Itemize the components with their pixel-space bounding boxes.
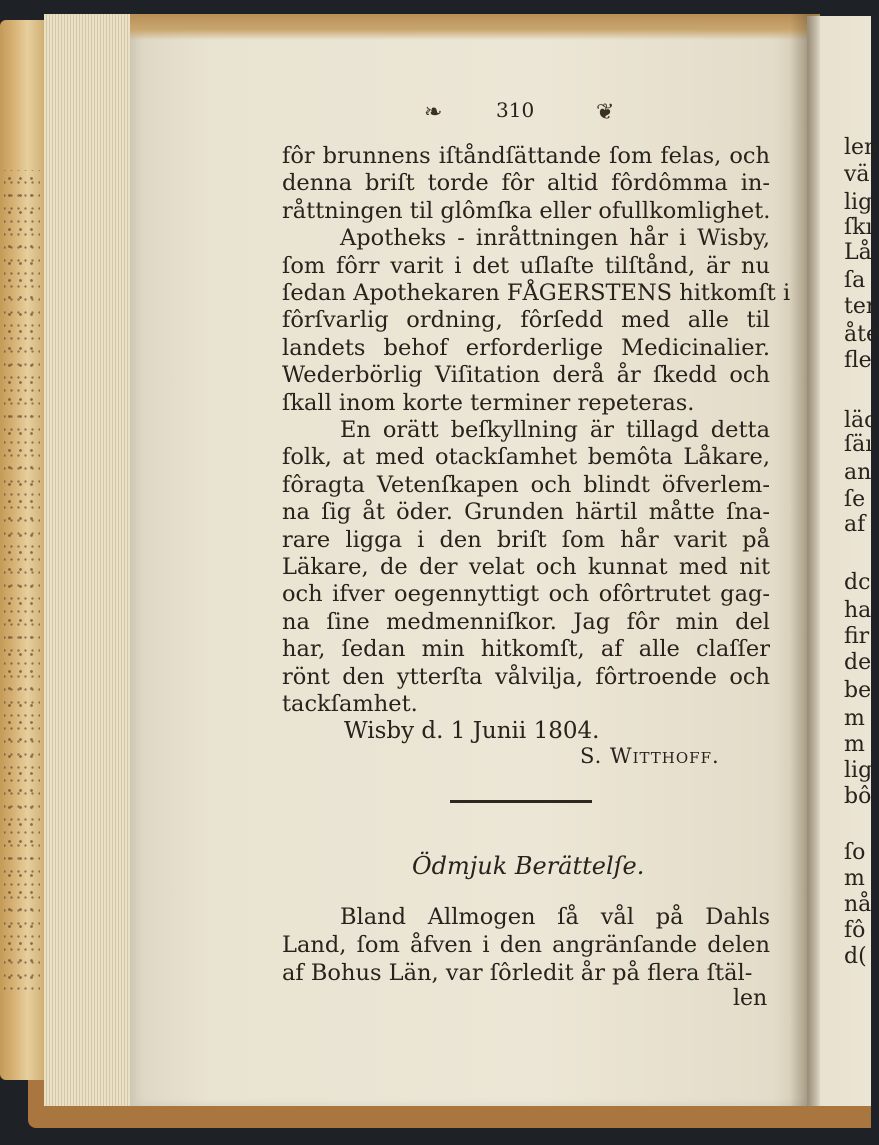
next-page-fragment: ter <box>844 294 877 319</box>
next-page-fragment: fir <box>844 624 870 649</box>
spine-texture <box>4 170 40 990</box>
next-page-fragment: nå <box>844 892 872 917</box>
text-line: ſkall inom korte terminer repeteras. <box>282 389 695 416</box>
text-line: landets behof erforderlige Medicinalier. <box>282 334 770 361</box>
next-page-fragment: lig <box>844 758 873 783</box>
text-line: Apotheks - inråttningen hår i Wisby, <box>340 225 770 252</box>
text-line: na ſig åt öder. Grunden härtil måtte ſna- <box>282 499 770 526</box>
next-page-fragment: ha <box>844 598 872 623</box>
next-page-fragment: dc <box>844 570 871 595</box>
text-line: har, ſedan min hitkomſt, af alle claſſer <box>282 636 770 663</box>
text-line: tackſamhet. <box>282 691 418 717</box>
gutter-shadow <box>790 14 820 1106</box>
next-page-fragment: åte <box>844 322 879 347</box>
next-page-fragment: m <box>844 732 865 757</box>
text-line: ſom fôrr varit i det uſlaſte tilſtånd, är nu <box>282 252 770 279</box>
next-page-fragment: m <box>844 866 865 891</box>
next-page-fragment: Lå <box>844 240 872 265</box>
next-page-fragment: ſa <box>844 268 866 293</box>
ornament-left-icon: ❧ <box>424 100 443 125</box>
next-page-fragment: af <box>844 512 866 537</box>
next-page-fragment: ſe <box>844 487 866 512</box>
date-line: Wisby d. 1 Junii 1804. <box>344 718 600 744</box>
text-line: rönt den ytterſta vålvilja, fôrtroende och <box>282 663 770 690</box>
text-line: Läkare, de der velat och kunnat med nit <box>282 554 770 580</box>
text-line: ſedan Apothekaren FÅGERSTENS hitkomſt i <box>282 280 791 306</box>
next-page-fragment: lig <box>844 190 873 215</box>
section-heading: Ödmjuk Berättelſe. <box>412 852 645 880</box>
next-page-fragment: an <box>844 460 872 485</box>
text-line: na ſine medmenniſkor. Jag fôr min del <box>282 608 770 635</box>
text-line: och ifver oegennyttigt och ofôrtrutet gag- <box>282 581 770 608</box>
text-line: denna briſt torde fôr altid fôrdômma in- <box>282 170 770 197</box>
next-page-fragment: d( <box>844 944 867 969</box>
text-line: Bland Allmogen ſå vål på Dahls <box>340 904 770 930</box>
text-line: En orätt beſkyllning är tillagd detta <box>340 417 770 443</box>
text-line: rare ligga i den briſt ſom hår varit på <box>282 526 770 553</box>
book-spine <box>0 20 50 1080</box>
text-line: Wederbörlig Viſitation derå år ſkedd och <box>282 362 770 389</box>
top-edge-stain <box>130 14 820 40</box>
next-page-fragment: fô <box>844 918 866 943</box>
text-line: fôragta Vetenſkapen och blindt öfverlem- <box>282 471 770 498</box>
text-line: råttningen til glômſka eller ofullkomlighet. <box>282 197 771 224</box>
next-page-fragment: m <box>844 706 865 731</box>
next-page-fragment: ſo <box>844 840 866 865</box>
signature: S. Witthoff. <box>580 744 720 768</box>
text-line: folk, at med otackſamhet bemôta Låkare, <box>282 444 770 471</box>
text-line: fôr brunnens iſtåndſättande ſom felas, och <box>282 143 770 169</box>
section-divider <box>450 800 592 803</box>
next-page-fragment: be <box>844 678 872 703</box>
next-page-fragment: läc <box>844 408 877 433</box>
next-page-fragment: ſkı <box>844 215 873 240</box>
next-page-fragment: bô <box>844 784 872 809</box>
ornament-right-icon: ❦ <box>596 100 615 125</box>
next-page-fragment: fle <box>844 348 872 373</box>
next-page-fragment: ſäı <box>844 432 873 457</box>
text-line: Land, ſom åfven i den angränſande delen <box>282 932 770 958</box>
page-number: 310 <box>496 98 535 122</box>
next-page-fragment: vä <box>844 162 870 187</box>
text-line: fôrſvarlig ordning, fôrſedd med alle til <box>282 307 770 334</box>
next-page-fragment: len <box>844 135 879 160</box>
text-line: af Bohus Län, var ſôrledit år på flera ſtäl- <box>282 960 753 986</box>
catchword: len <box>733 986 768 1011</box>
next-page-fragment: de <box>844 650 872 675</box>
